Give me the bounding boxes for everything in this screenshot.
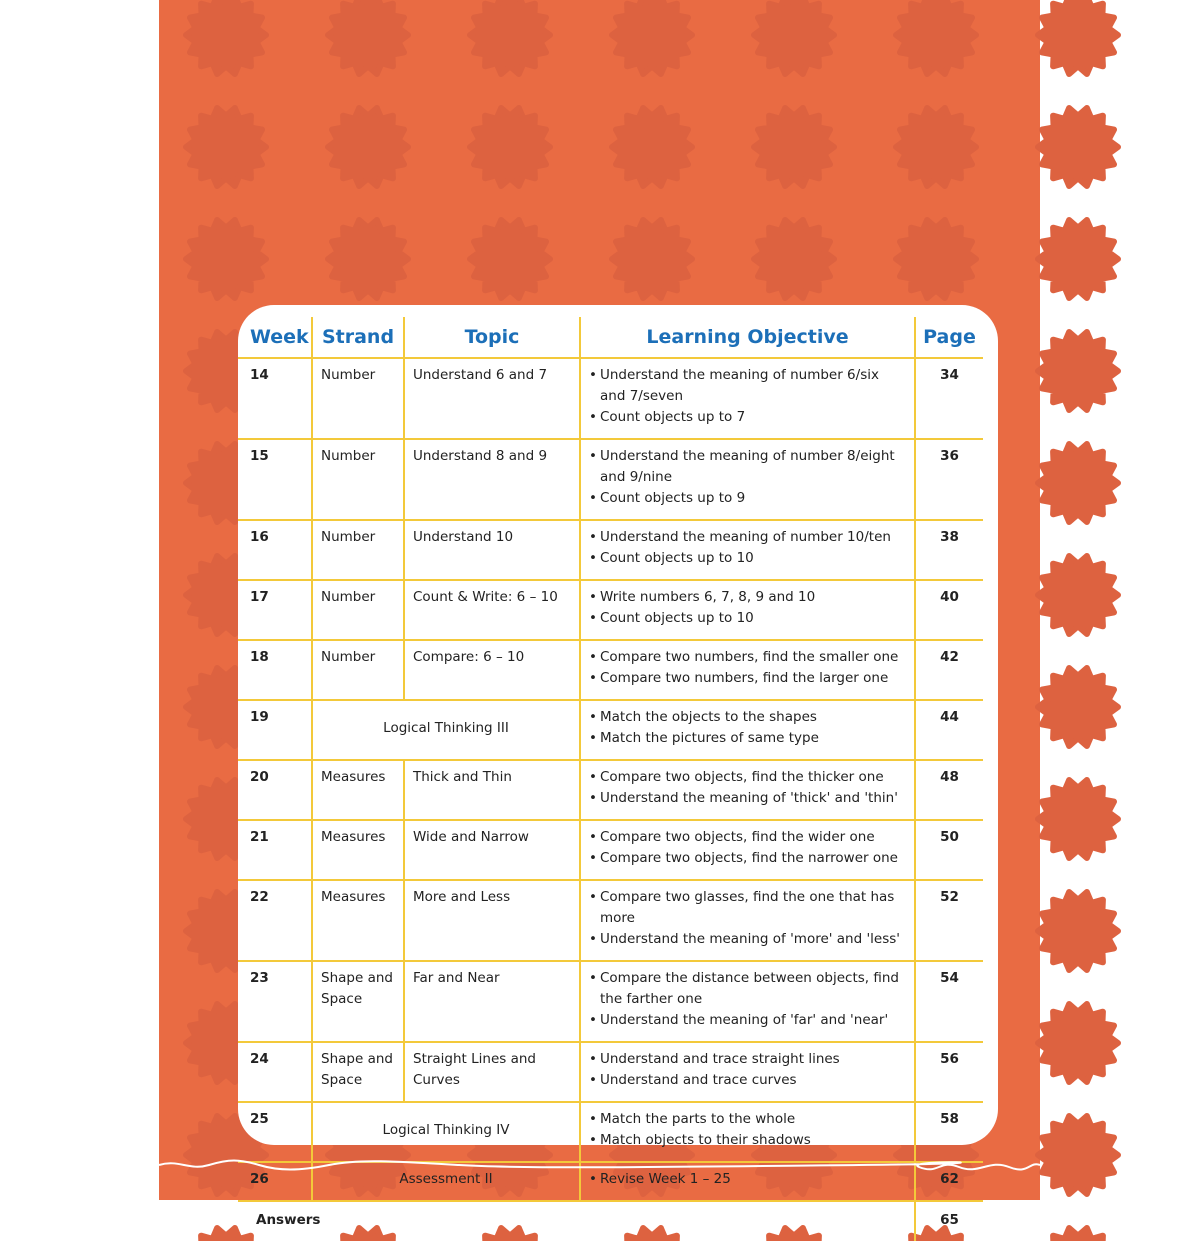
- flower-shape: [1038, 892, 1118, 970]
- objective-item: • Understand the meaning of number 6/six and 7/seven: [589, 365, 906, 407]
- strand-cell: Shape and Space: [312, 1042, 404, 1102]
- objective-item: • Understand the meaning of number 10/ten: [589, 527, 906, 548]
- page-cell: 50: [915, 820, 983, 880]
- objective-cell: [580, 1042, 915, 1102]
- flower-shape: [1038, 332, 1118, 410]
- strand-cell: Measures: [312, 820, 404, 880]
- objective-cell: [580, 820, 915, 880]
- flower-shape: [328, 0, 408, 74]
- flower-shape: [328, 220, 408, 298]
- flower-shape: [1038, 1228, 1118, 1241]
- table-row: [238, 961, 983, 1042]
- flower-shape: [1038, 780, 1118, 858]
- objective-item: • Count objects up to 10: [589, 548, 906, 569]
- page-cell: 34: [915, 358, 983, 439]
- topic-cell: Count & Write: 6 – 10: [404, 580, 580, 640]
- page-cell: 48: [915, 760, 983, 820]
- objective-cell: [580, 358, 915, 439]
- flower-shape: [1038, 220, 1118, 298]
- objective-cell: [580, 961, 915, 1042]
- contents-card: [238, 305, 998, 1228]
- page-cell: 52: [915, 880, 983, 961]
- topic-cell: Thick and Thin: [404, 760, 580, 820]
- objective-item: • Count objects up to 10: [589, 608, 906, 629]
- merged-topic-cell: Logical Thinking IV: [312, 1102, 580, 1162]
- objective-item: • Understand the meaning of number 8/eight and 9/nine: [589, 446, 906, 488]
- flower-shape: [470, 108, 550, 186]
- week-cell: 19: [238, 700, 312, 760]
- objective-item: • Match the pictures of same type: [589, 728, 906, 749]
- flower-shape: [1038, 444, 1118, 522]
- objective-item: • Understand and trace curves: [589, 1070, 906, 1091]
- week-cell: 16: [238, 520, 312, 580]
- flower-shape: [754, 220, 834, 298]
- strand-cell: Number: [312, 640, 404, 700]
- contents-table: [238, 317, 983, 1241]
- flower-shape: [186, 220, 266, 298]
- objective-item: • Compare two numbers, find the smaller one: [589, 647, 906, 668]
- flower-shape: [1038, 668, 1118, 746]
- objective-cell: [580, 580, 915, 640]
- objective-item: • Match the parts to the whole: [589, 1109, 906, 1130]
- page-cell: 42: [915, 640, 983, 700]
- table-row: [238, 439, 983, 520]
- flower-shape: [186, 108, 266, 186]
- answers-row: [238, 1201, 983, 1241]
- page-background: [159, 0, 1040, 1228]
- page-cell: 54: [915, 961, 983, 1042]
- strand-cell: Shape and Space: [312, 961, 404, 1042]
- merged-topic-cell: Assessment II: [312, 1162, 580, 1201]
- header-week: Week: [238, 317, 312, 358]
- flower-shape: [754, 108, 834, 186]
- page-cell: 56: [915, 1042, 983, 1102]
- objective-cell: [580, 880, 915, 961]
- week-cell: 14: [238, 358, 312, 439]
- flower-shape: [612, 220, 692, 298]
- week-cell: 26: [238, 1162, 312, 1201]
- table-row: [238, 1102, 983, 1162]
- table-row: [238, 880, 983, 961]
- flower-shape: [896, 220, 976, 298]
- flower-shape: [1038, 108, 1118, 186]
- header-strand: Strand: [312, 317, 404, 358]
- objective-item: • Compare two objects, find the narrower one: [589, 848, 906, 869]
- topic-cell: Wide and Narrow: [404, 820, 580, 880]
- objective-item: • Compare two numbers, find the larger one: [589, 668, 906, 689]
- table-row: [238, 520, 983, 580]
- objective-item: • Compare two glasses, find the one that has more: [589, 887, 906, 929]
- page-cell: 58: [915, 1102, 983, 1162]
- flower-shape: [1038, 1116, 1118, 1194]
- flower-shape: [896, 108, 976, 186]
- strand-cell: Measures: [312, 880, 404, 961]
- objective-cell: [580, 520, 915, 580]
- table-row: [238, 580, 983, 640]
- week-cell: 20: [238, 760, 312, 820]
- objective-item: • Understand and trace straight lines: [589, 1049, 906, 1070]
- flower-shape: [328, 108, 408, 186]
- flower-shape: [1038, 0, 1118, 74]
- page-cell: 38: [915, 520, 983, 580]
- topic-cell: Compare: 6 – 10: [404, 640, 580, 700]
- objective-item: • Write numbers 6, 7, 8, 9 and 10: [589, 587, 906, 608]
- objective-item: • Count objects up to 7: [589, 407, 906, 428]
- table-row: [238, 640, 983, 700]
- objective-item: • Understand the meaning of 'more' and 'less': [589, 929, 906, 950]
- header-topic: Topic: [404, 317, 580, 358]
- week-cell: 17: [238, 580, 312, 640]
- topic-cell: More and Less: [404, 880, 580, 961]
- page-cell: 44: [915, 700, 983, 760]
- objective-item: • Understand the meaning of 'thick' and 'thin': [589, 788, 906, 809]
- flower-shape: [612, 0, 692, 74]
- header-page: Page: [923, 326, 976, 348]
- objective-item: • Compare two objects, find the thicker one: [589, 767, 906, 788]
- objective-item: • Understand the meaning of 'far' and 'near': [589, 1010, 906, 1031]
- table-row: [238, 820, 983, 880]
- flower-shape: [1038, 1004, 1118, 1082]
- objective-item: • Revise Week 1 – 25: [589, 1169, 906, 1190]
- objective-cell: [580, 439, 915, 520]
- strand-cell: Number: [312, 580, 404, 640]
- objective-item: • Match the objects to the shapes: [589, 707, 906, 728]
- topic-cell: Far and Near: [404, 961, 580, 1042]
- flower-shape: [612, 108, 692, 186]
- header-objective: Learning Objective: [580, 317, 915, 358]
- answers-page: 65: [915, 1201, 983, 1241]
- strand-cell: Number: [312, 439, 404, 520]
- flower-shape: [896, 0, 976, 74]
- week-cell: 22: [238, 880, 312, 961]
- table-row: [238, 358, 983, 439]
- strand-cell: Measures: [312, 760, 404, 820]
- objective-item: • Match objects to their shadows: [589, 1130, 906, 1151]
- strand-cell: Number: [312, 520, 404, 580]
- flower-shape: [470, 0, 550, 74]
- page-cell: 40: [915, 580, 983, 640]
- flower-shape: [470, 220, 550, 298]
- objective-cell: [580, 640, 915, 700]
- week-cell: 15: [238, 439, 312, 520]
- topic-cell: Straight Lines and Curves: [404, 1042, 580, 1102]
- week-cell: 23: [238, 961, 312, 1042]
- objective-item: • Compare the distance between objects, find the farther one: [589, 968, 906, 1010]
- merged-topic-cell: Logical Thinking III: [312, 700, 580, 760]
- objective-cell: [580, 700, 915, 760]
- header-row: [238, 317, 983, 358]
- strand-cell: Number: [312, 358, 404, 439]
- objective-item: • Compare two objects, find the wider one: [589, 827, 906, 848]
- flower-shape: [754, 0, 834, 74]
- week-cell: 21: [238, 820, 312, 880]
- objective-item: • Count objects up to 9: [589, 488, 906, 509]
- page-cell: 62: [915, 1162, 983, 1201]
- topic-cell: Understand 10: [404, 520, 580, 580]
- flower-shape: [1038, 556, 1118, 634]
- week-cell: 24: [238, 1042, 312, 1102]
- wavy-line-decoration: [159, 1155, 1040, 1175]
- page-cell: 36: [915, 439, 983, 520]
- flower-shape: [186, 0, 266, 74]
- week-cell: 25: [238, 1102, 312, 1162]
- week-cell: 18: [238, 640, 312, 700]
- table-row: [238, 700, 983, 760]
- table-row: [238, 760, 983, 820]
- topic-cell: Understand 8 and 9: [404, 439, 580, 520]
- table-row: [238, 1042, 983, 1102]
- objective-cell: [580, 760, 915, 820]
- topic-cell: Understand 6 and 7: [404, 358, 580, 439]
- objective-cell: [580, 1102, 915, 1162]
- answers-label: Answers: [238, 1201, 915, 1241]
